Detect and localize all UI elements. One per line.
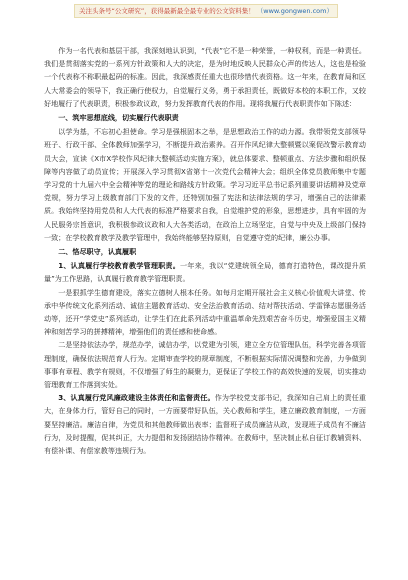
duty-1-lead: 1、认真履行学校教育教学管理职责。 xyxy=(58,261,180,271)
duty-3-lead: 3、认真履行党风廉政建设主体责任和监督责任。 xyxy=(58,393,215,403)
law-based-paragraph: 二是坚持依法办学，规范办学，诚信办学，以党建为引领，建立全方位管理队伍，科学完善各项管理制度，确保依法规范育人行为。定期审查学校的规章制度，不断根据实际情况调整和完善，力争做到事事有章程、教学有规则，不仅增强了师生的凝聚力，更保证了学校工作的高效快速的发展，切实推动管理教育工作落到实处。 xyxy=(44,340,366,390)
duty-paragraph-3 xyxy=(44,391,366,457)
duty-3-text: 作为学校党支部书记，我深知自己肩上的责任重大，在身体力行，管好自己的同时，一方面要带好队伍，关心教师和学生，建立廉政教育制度，一方面要坚持廉洁。廉洁自律，为党员和其他教师做出表率；监督班子成员廉洁从政，发现班子成员有不廉洁行为，及时提醒，促其纠正，大力提倡和发扬团结协作精神。在教师中，坚决制止私自征订教辅资料、有偿补课、有偿家教等违规行为。 xyxy=(44,393,367,456)
duty-paragraph-1 xyxy=(44,259,366,285)
top-banner[interactable] xyxy=(74,4,338,18)
section-heading-1: 一、筑牢思想底线，切实履行代表职责 xyxy=(58,113,179,123)
section-1-paragraph: 以学为基，不忘初心担使命。学习是强根固本之举，是思想政治工作的动力源。我带领党支部领导班子、行政干部、全体教师加强学习，不断提升政治素养。召开作风纪律大整顿暨以案促改警示教育动员大会，宣读《X市X学校作风纪律大整顿活动实施方案》，就总体要求、整顿重点、方法步骤和组织保障等内容做了动员宣传；开展深入学习贯彻X省第十一次党代会精神大会；组织全体党员教师集中专题学习党的十九届六中全会精神等党的理论和路线方针政策。学习习近平总书记系列重要讲话精神及党章党规，努力学习上级教育部门下发的文件，还特别加强了宪法和法律法规的学习，增强自己的法律素质。我始终坚持用党员和人大代表的标准严格要求自我，自觉维护党的形象，思想进步，具有牢固的为人民服务宗旨意识，我积极参政议政和人大各类活动，在政治上立场坚定，自觉与中央及上级部门保持一致；在学校教育教学及教学管理中，我始终能够坚持原则，自觉遵守党的纪律，廉公办事。 xyxy=(44,127,366,242)
banner-link[interactable]: （www.gongwen.com） xyxy=(256,6,333,15)
duty-1-text: 一年来，我以“党建统领全局，德育打造特色，课改提升质量”为工作思路，认真履行教育教学管理职责。 xyxy=(44,261,366,284)
moral-education-paragraph: 一是狠抓学生德育建设，落实立德树人根本任务。如每月定期开展社会主义核心价值观大讲堂、传承中华传统文化系列活动、诚信主题教育活动、安全法治教育活动、结对帮扶活动、学雷锋志愿服务活动等，还开“学党史”系列活动，让学生们在此系列活动中重温革命先烈艰苦奋斗历史，增强爱国主义精神和刻苦学习的拼搏精神，增强他们的责任感和使命感。 xyxy=(44,287,366,337)
document-body xyxy=(44,44,366,457)
section-heading-2: 二、恪尽职守，认真履职 xyxy=(58,247,137,257)
banner-text: 关注头条号“公文研究”，获得最新最全最专业的公文资料集！ xyxy=(79,6,255,15)
intro-paragraph: 作为一名代表和基层干部，我深刻地认识到，“代表”它不是一种荣誉，一种权利，而是一种责任。我们是贯彻落实党的一系列方针政策和人大的决定，是为时地反映人民群众心声的传达人，这也是检验一个代表称不称职最起码的标准。因此，我深感责任重大也很珍惜代表资格。这一年来，在教育局和区人大常委会的领导下，我正确行使权力，自觉履行义务，勇于承担责任，既做好本校的本职工作，又较好地履行了代表职责，积极参政议政，努力发挥教育代表的作用。现将我履行代表职责作如下陈述： xyxy=(44,46,366,108)
